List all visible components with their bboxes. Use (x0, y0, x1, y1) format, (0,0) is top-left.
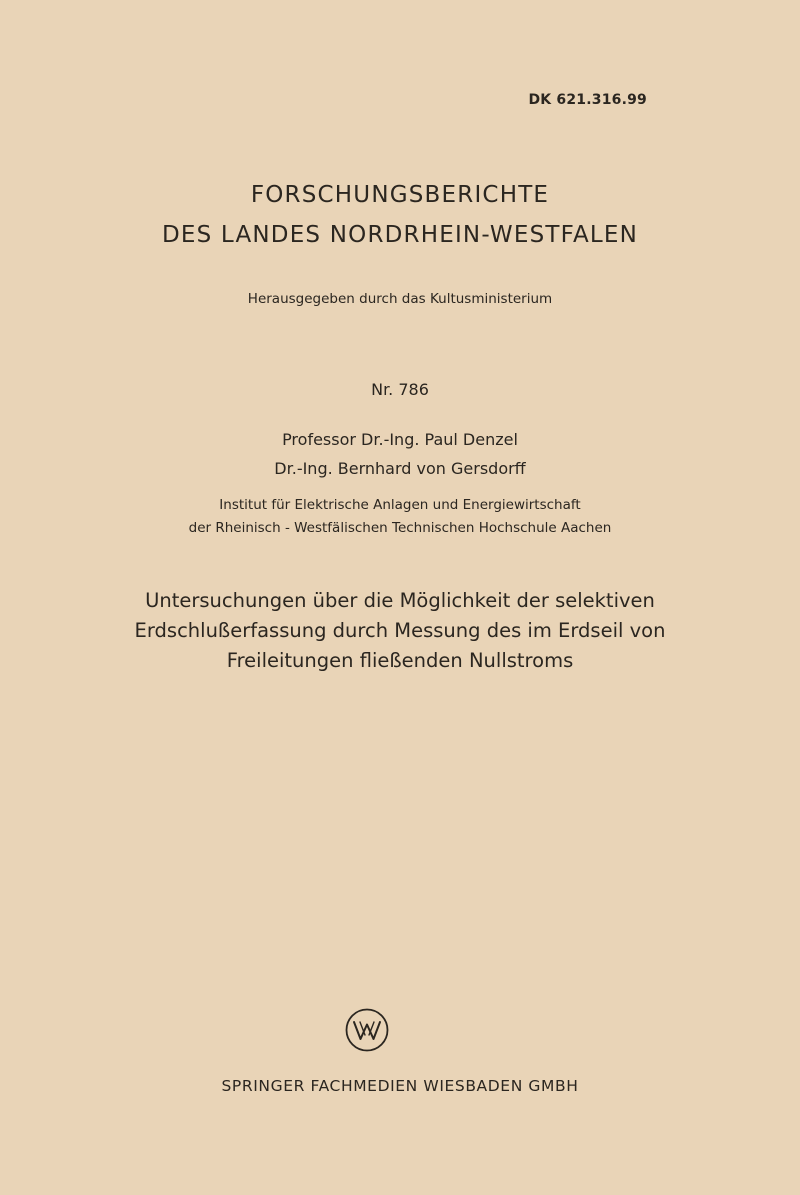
editor-note: Herausgegeben durch das Kultusministerium (247, 291, 553, 307)
series-title-line-2: DES LANDES NORDRHEIN-WESTFALEN (161, 222, 639, 248)
author-2: Dr.-Ing. Bernhard von Gersdorff (274, 459, 526, 478)
institute-line-2: der Rheinisch - Westfälischen Technischen Hochschule Aachen (188, 520, 612, 536)
book-title-line-2: Erdschlußerfassung durch Messung des im Erdseil von (134, 619, 666, 642)
institute-line-1: Institut für Elektrische Anlagen und Energiewirtschaft (219, 497, 581, 513)
springer-logo-icon (344, 1007, 390, 1053)
volume-number: Nr. 786 (371, 380, 429, 399)
author-1: Professor Dr.-Ing. Paul Denzel (282, 430, 518, 449)
book-title-line-3: Freileitungen fließenden Nullstroms (226, 649, 574, 672)
series-title-line-1: FORSCHUNGSBERICHTE (250, 182, 550, 208)
publisher-name: SPRINGER FACHMEDIEN WIESBADEN GMBH (221, 1077, 579, 1095)
book-title-line-1: Untersuchungen über die Möglichkeit der selektiven (145, 589, 655, 612)
classification-code: DK 621.316.99 (528, 92, 647, 108)
